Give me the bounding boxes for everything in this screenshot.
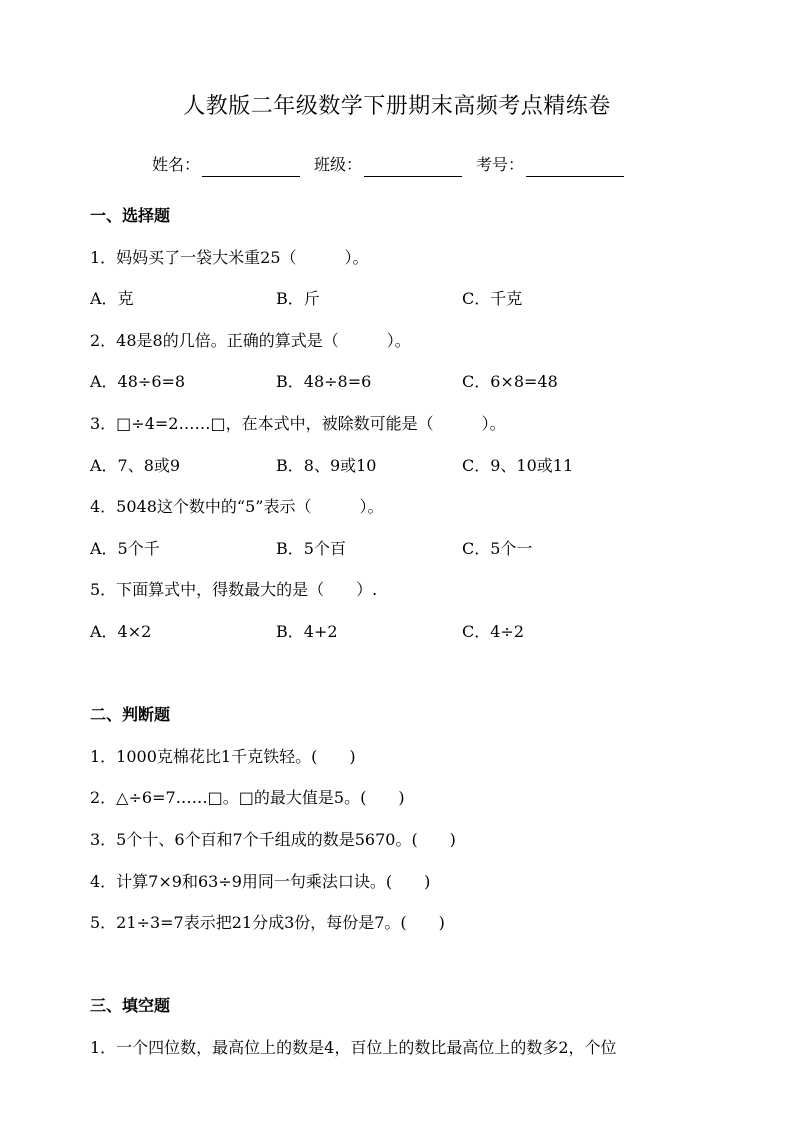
- judge-question-2: 2．△÷6=7……□。□的最大值是5。( ): [90, 788, 405, 807]
- option-a: A．5个千: [90, 539, 160, 558]
- judge-question-3: 3．5个十、6个百和7个千组成的数是5670。( ): [90, 830, 456, 849]
- student-info: [152, 153, 638, 177]
- exam-number-field: [476, 153, 624, 177]
- option-c: C．6×8=48: [462, 372, 558, 391]
- option-a: A．克: [90, 289, 134, 308]
- judge-question-1: 1．1000克棉花比1千克铁轻。( ): [90, 747, 356, 766]
- judge-question-4: 4．计算7×9和63÷9用同一句乘法口诀。( ): [90, 872, 431, 891]
- name-field: [152, 153, 300, 177]
- option-b: B．48÷8=6: [276, 372, 372, 391]
- option-c: C．4÷2: [462, 622, 525, 641]
- class-blank[interactable]: [364, 156, 462, 177]
- choice-question-4: 4．5048这个数中的“5”表示（ ）。: [90, 497, 384, 516]
- name-label: 姓名：: [152, 155, 201, 174]
- fill-question-1: 1．一个四位数，最高位上的数是4，百位上的数比最高位上的数多2，个位: [90, 1038, 617, 1057]
- class-label: 班级：: [314, 155, 363, 174]
- choice-question-2: 2．48是8的几倍。正确的算式是（ ）。: [90, 331, 411, 350]
- page-title: 人教版二年级数学下册期末高频考点精练卷: [183, 94, 611, 119]
- option-a: A．48÷6=8: [90, 372, 186, 391]
- choice-question-5: 5．下面算式中，得数最大的是（ ）.: [90, 580, 378, 599]
- option-b: B．5个百: [276, 539, 346, 558]
- option-c: C．9、10或11: [462, 456, 574, 475]
- choice-question-3: 3．□÷4=2……□，在本式中，被除数可能是（ ）。: [90, 414, 506, 433]
- option-a: A．4×2: [90, 622, 152, 641]
- class-field: [314, 153, 462, 177]
- choice-question-1: 1．妈妈买了一袋大米重25（ ）。: [90, 248, 369, 267]
- exam-number-blank[interactable]: [526, 156, 624, 177]
- section-heading-judge: 二、判断题: [90, 705, 171, 724]
- option-c: C．5个一: [462, 539, 533, 558]
- option-b: B．4+2: [276, 622, 338, 641]
- name-blank[interactable]: [202, 156, 300, 177]
- section-heading-fill: 三、填空题: [90, 996, 171, 1015]
- option-b: B．斤: [276, 289, 320, 308]
- option-a: A．7、8或9: [90, 456, 181, 475]
- option-b: B．8、9或10: [276, 456, 377, 475]
- option-c: C．千克: [462, 289, 523, 308]
- judge-question-5: 5．21÷3=7表示把21分成3份，每份是7。( ): [90, 913, 445, 932]
- section-heading-choice: 一、选择题: [90, 206, 171, 225]
- exam-number-label: 考号：: [476, 155, 525, 174]
